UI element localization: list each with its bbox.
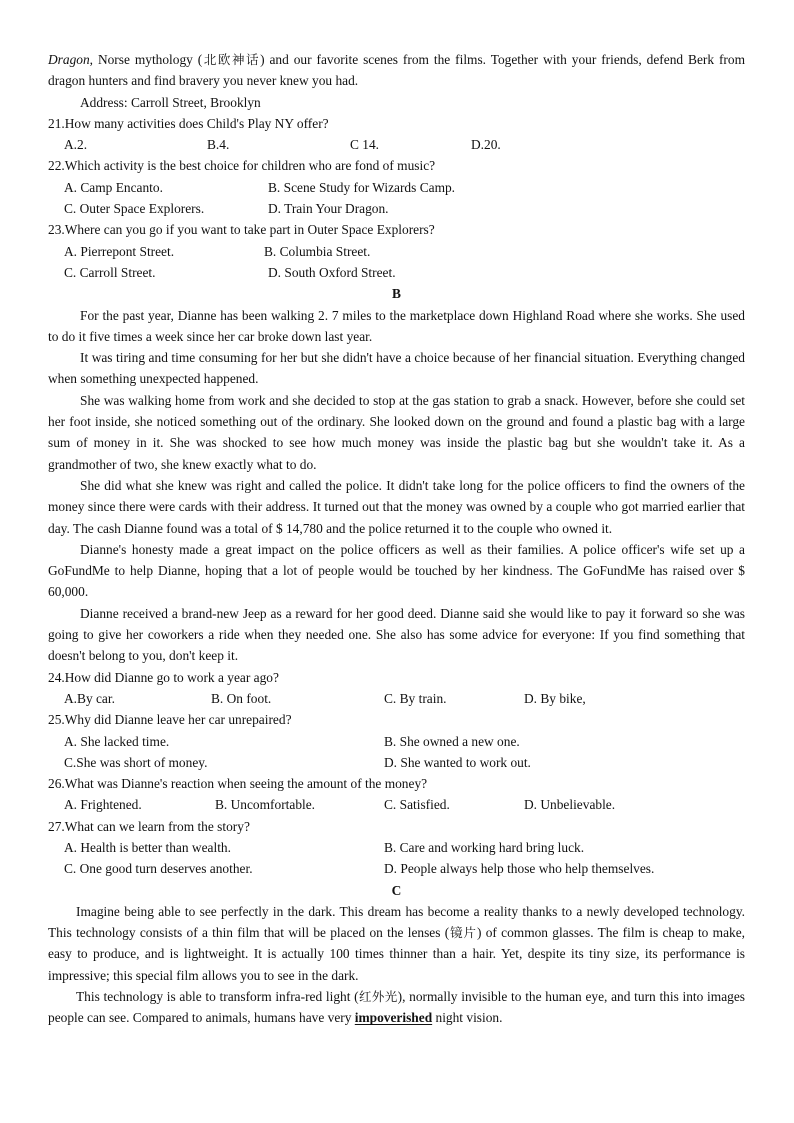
option-a: A. She lacked time. xyxy=(64,733,170,749)
b-paragraph-5: Dianne's honesty made a great impact on the police officers as well as their families. A police officer's wife set up a GoFundMe to help Dianne, hoping that a lot of people would be touched by her kindness. The GoFundMe has raised over $ 60,000. xyxy=(48,541,745,600)
option-a: A.By car. xyxy=(64,690,115,706)
option-c: C. Outer Space Explorers. xyxy=(64,201,205,217)
question-24: 24.How did Dianne go to work a year ago? A.By car. B. On foot. C. By train. D. By bike, xyxy=(48,667,745,710)
option-b: B.4. xyxy=(207,137,230,153)
option-d: D. Unbelievable. xyxy=(524,797,616,813)
question-23: 23.Where can you go if you want to take part in Outer Space Explorers? A. Pierrepont Street. B. Columbia Street. C. Carroll Street. D. South Oxford Street. xyxy=(48,219,745,283)
option-a: A. Health is better than wealth. xyxy=(64,839,231,855)
intro-paragraph: Dragon, Norse mythology (北欧神话) and our favorite scenes from the films. Together with your friends, defend Berk from dragon hunters and find bravery you never knew you had. xyxy=(48,52,745,89)
address-line: Address: Carroll Street, Brooklyn xyxy=(80,94,261,110)
option-c: C.She was short of money. xyxy=(64,754,208,770)
option-b: B. Uncomfortable. xyxy=(215,797,316,813)
option-c: C. Carroll Street. xyxy=(64,264,156,280)
option-a: A. Frightened. xyxy=(64,797,142,813)
option-d: D. By bike, xyxy=(524,690,586,706)
option-b: B. She owned a new one. xyxy=(384,733,520,749)
option-d: D.20. xyxy=(471,137,501,153)
option-d: D. People always help those who help themselves. xyxy=(384,861,655,877)
option-a: A.2. xyxy=(64,137,88,153)
italic-word: Dragon xyxy=(48,52,90,67)
question-21: 21.How many activities does Child's Play NY offer? A.2. B.4. C 14. D.20. xyxy=(48,113,745,156)
option-d: D. South Oxford Street. xyxy=(268,264,396,280)
b-paragraph-6: Dianne received a brand-new Jeep as a reward for her good deed. Dianne said she would like to pay it forward so she was going to give her coworkers a ride when they needed one. She also has some advice for everyone: If you find something that doesn't belong to you, don't keep it. xyxy=(48,605,745,664)
option-b: B. Columbia Street. xyxy=(264,243,371,259)
b-paragraph-2: It was tiring and time consuming for her but she didn't have a choice because of her financial situation. Everything changed when something unexpected happened. xyxy=(48,350,745,387)
b-paragraph-3: She was walking home from work and she decided to stop at the gas station to grab a snack. However, before she could set her foot inside, she noticed something out of the ordinary. She looked down on the ground and found a plastic bag with a large sum of money in it. She was shocked to see how much money was inside the plastic bag but she wouldn't take it. As a grandmother of two, she knew exactly what to do. xyxy=(48,392,745,472)
question-22: 22.Which activity is the best choice for children who are fond of music? A. Camp Encanto. B. Scene Study for Wizards Camp. C. Outer Space Explorers. D. Train Your Dragon. xyxy=(48,155,745,219)
option-a: A. Camp Encanto. xyxy=(64,179,163,195)
option-b: B. On foot. xyxy=(211,690,272,706)
option-b: B. Scene Study for Wizards Camp. xyxy=(268,179,456,195)
option-b: B. Care and working hard bring luck. xyxy=(384,839,585,855)
option-c: C 14. xyxy=(350,137,380,153)
option-c: C. One good turn deserves another. xyxy=(64,861,253,877)
b-paragraph-1: For the past year, Dianne has been walking 2. 7 miles to the marketplace down Highland Road where she works. She used to do it five times a week since her car broke down last year. xyxy=(48,307,745,344)
option-c: C. Satisfied. xyxy=(384,797,450,813)
c-paragraph-2: This technology is able to transform infra-red light (红外光), normally invisible to the human eye, and turn this into images people can see. Compared to animals, humans have very impoverished night vision. xyxy=(48,989,745,1026)
exam-page xyxy=(48,49,745,1029)
question-25: 25.Why did Dianne leave her car unrepaired? A. She lacked time. B. She owned a new one. C.She was short of money. D. She wanted to work out. xyxy=(48,709,745,773)
option-c: C. By train. xyxy=(384,690,447,706)
question-27: 27.What can we learn from the story? A. Health is better than wealth. B. Care and working hard bring luck. C. One good turn deserves another. D. People always help those who help themselves. xyxy=(48,816,745,880)
section-b-heading: B xyxy=(392,286,401,302)
c-paragraph-1: Imagine being able to see perfectly in the dark. This dream has become a reality thanks to a newly developed technology. This technology consists of a thin film that will be placed on the lenses (镜片) of common glasses. The film is cheap to make, easy to produce, and is lightweight. It is actually 100 times thinner than a hair. Yet, despite its tiny size, its performance is impressive; this special film allows you to see in the dark. xyxy=(48,903,745,983)
option-d: D. Train Your Dragon. xyxy=(268,201,389,217)
b-paragraph-4: She did what she knew was right and called the police. It didn't take long for the police officers to find the owners of the money since there were cards with their address. It turned out that the money was owned by a couple who got married earlier that day. The cash Dianne found was a total of $ 14,780 and the police returned it to the couple who owned it. xyxy=(48,477,745,536)
section-c-heading: C xyxy=(391,882,402,898)
underlined-word: impoverished xyxy=(354,1010,433,1026)
question-26: 26.What was Dianne's reaction when seeing the amount of the money? A. Frightened. B. Uncomfortable. C. Satisfied. D. Unbelievable. xyxy=(48,773,745,816)
option-d: D. She wanted to work out. xyxy=(384,754,531,770)
option-a: A. Pierrepont Street. xyxy=(64,243,175,259)
